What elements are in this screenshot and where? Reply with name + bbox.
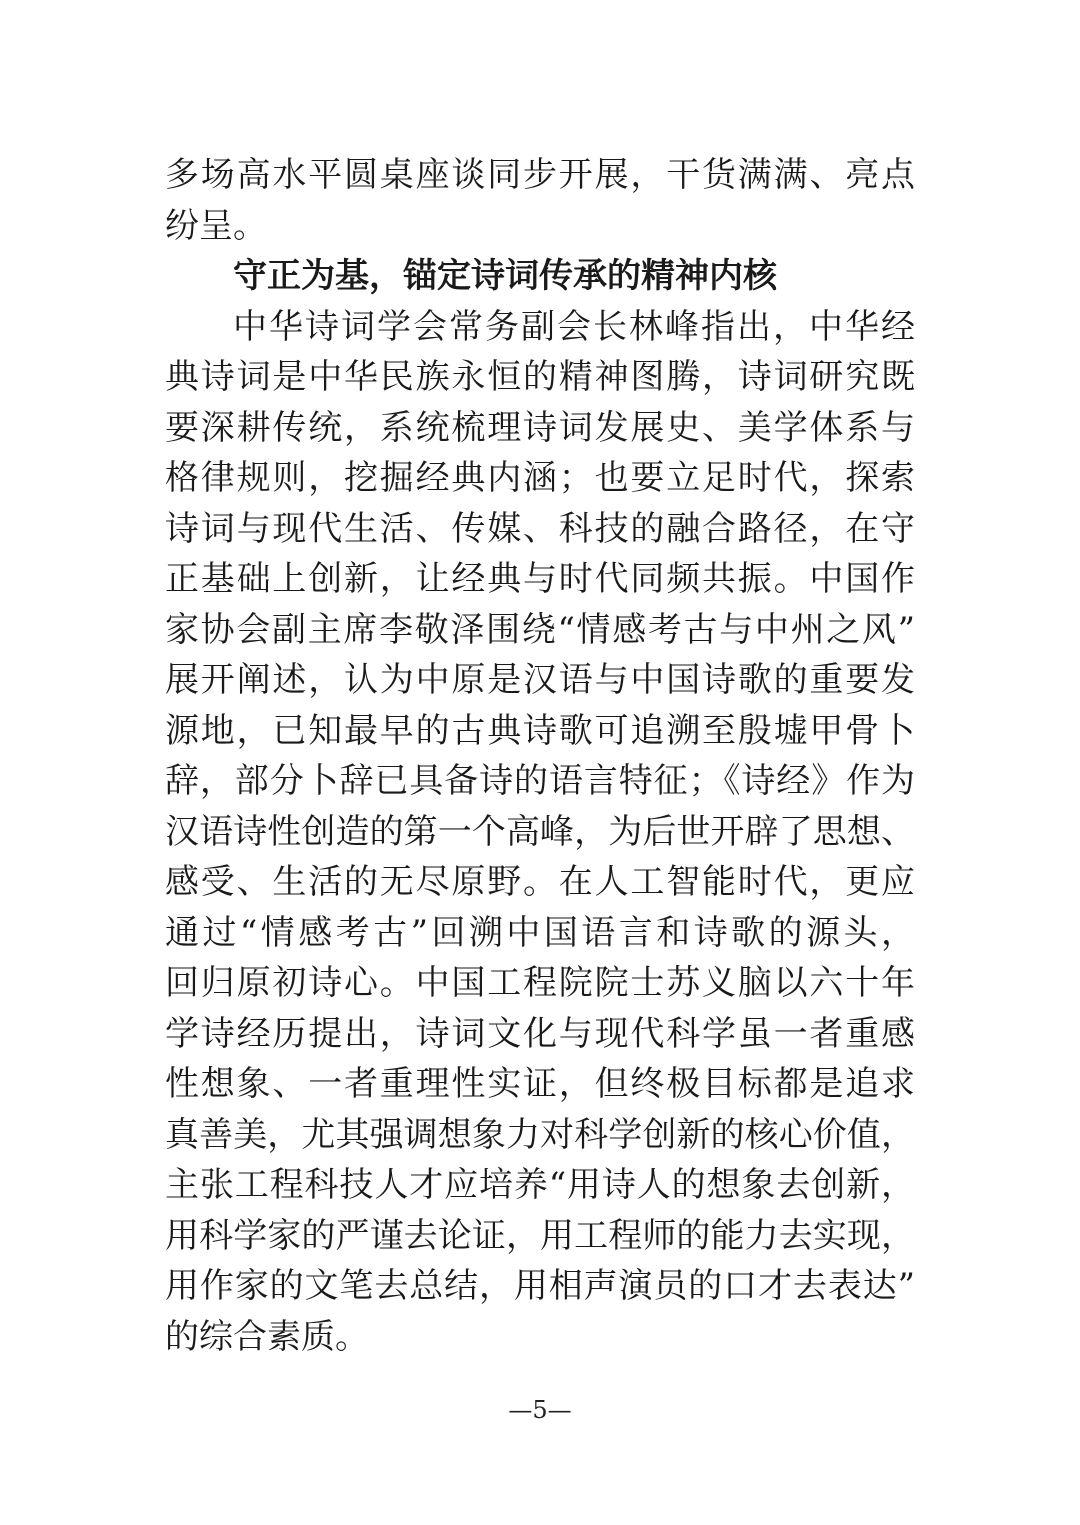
paragraph-line: 要深耕传统，系统梳理诗词发展史、美学体系与 [165, 407, 915, 448]
paragraph-line: 诗词与现代生活、传媒、科技的融合路径，在守 [165, 508, 915, 549]
paragraph-line: 主张工程科技人才应培养“用诗人的想象去创新， [165, 1165, 915, 1205]
paragraph-line: 汉语诗性创造的第一个高峰，为后世开辟了思想、 [165, 811, 915, 852]
paragraph-line: 中华诗词学会常务副会长林峰指出，中华经 [233, 306, 915, 347]
paragraph-line: 格律规则，挖掘经典内涵；也要立足时代，探索 [165, 458, 915, 498]
paragraph-line: 感受、生活的无尽原野。在人工智能时代，更应 [165, 862, 915, 902]
paragraph-line: 展开阐述，认为中原是汉语与中国诗歌的重要发 [165, 660, 915, 700]
section-heading: 守正为基，锚定诗词传承的精神内核 [233, 256, 777, 296]
paragraph-line: 回归原初诗心。中国工程院院士苏义脑以六十年 [165, 963, 915, 1003]
body-text [165, 150, 925, 1362]
paragraph-line: 真善美，尤其强调想象力对科学创新的核心价值， [165, 1114, 915, 1155]
page-number: —5— [508, 1396, 572, 1424]
paragraph-line: 纷呈。 [165, 205, 267, 246]
paragraph-line: 源地，已知最早的古典诗歌可追溯至殷墟甲骨卜 [165, 710, 915, 751]
paragraph-line: 辞，部分卜辞已具备诗的语言特征；《诗经》作为 [165, 761, 915, 801]
paragraph-line: 用科学家的严谨去论证，用工程师的能力去实现， [165, 1215, 915, 1256]
paragraph-line: 通过“情感考古”回溯中国语言和诗歌的源头， [165, 912, 915, 953]
paragraph-line: 典诗词是中华民族永恒的精神图腾，诗词研究既 [165, 357, 915, 397]
paragraph-line: 的综合素质。 [165, 1316, 369, 1357]
paragraph-line: 用作家的文笔去总结，用相声演员的口才去表达” [165, 1266, 915, 1306]
paragraph-line: 性想象、一者重理性实证，但终极目标都是追求 [165, 1064, 915, 1104]
paragraph-line: 家协会副主席李敬泽围绕“情感考古与中州之风” [165, 609, 915, 650]
paragraph-line: 学诗经历提出，诗词文化与现代科学虽一者重感 [165, 1013, 915, 1054]
paragraph-line: 正基础上创新，让经典与时代同频共振。中国作 [165, 559, 915, 599]
paragraph-line: 多场高水平圆桌座谈同步开展，干货满满、亮点 [165, 155, 915, 195]
